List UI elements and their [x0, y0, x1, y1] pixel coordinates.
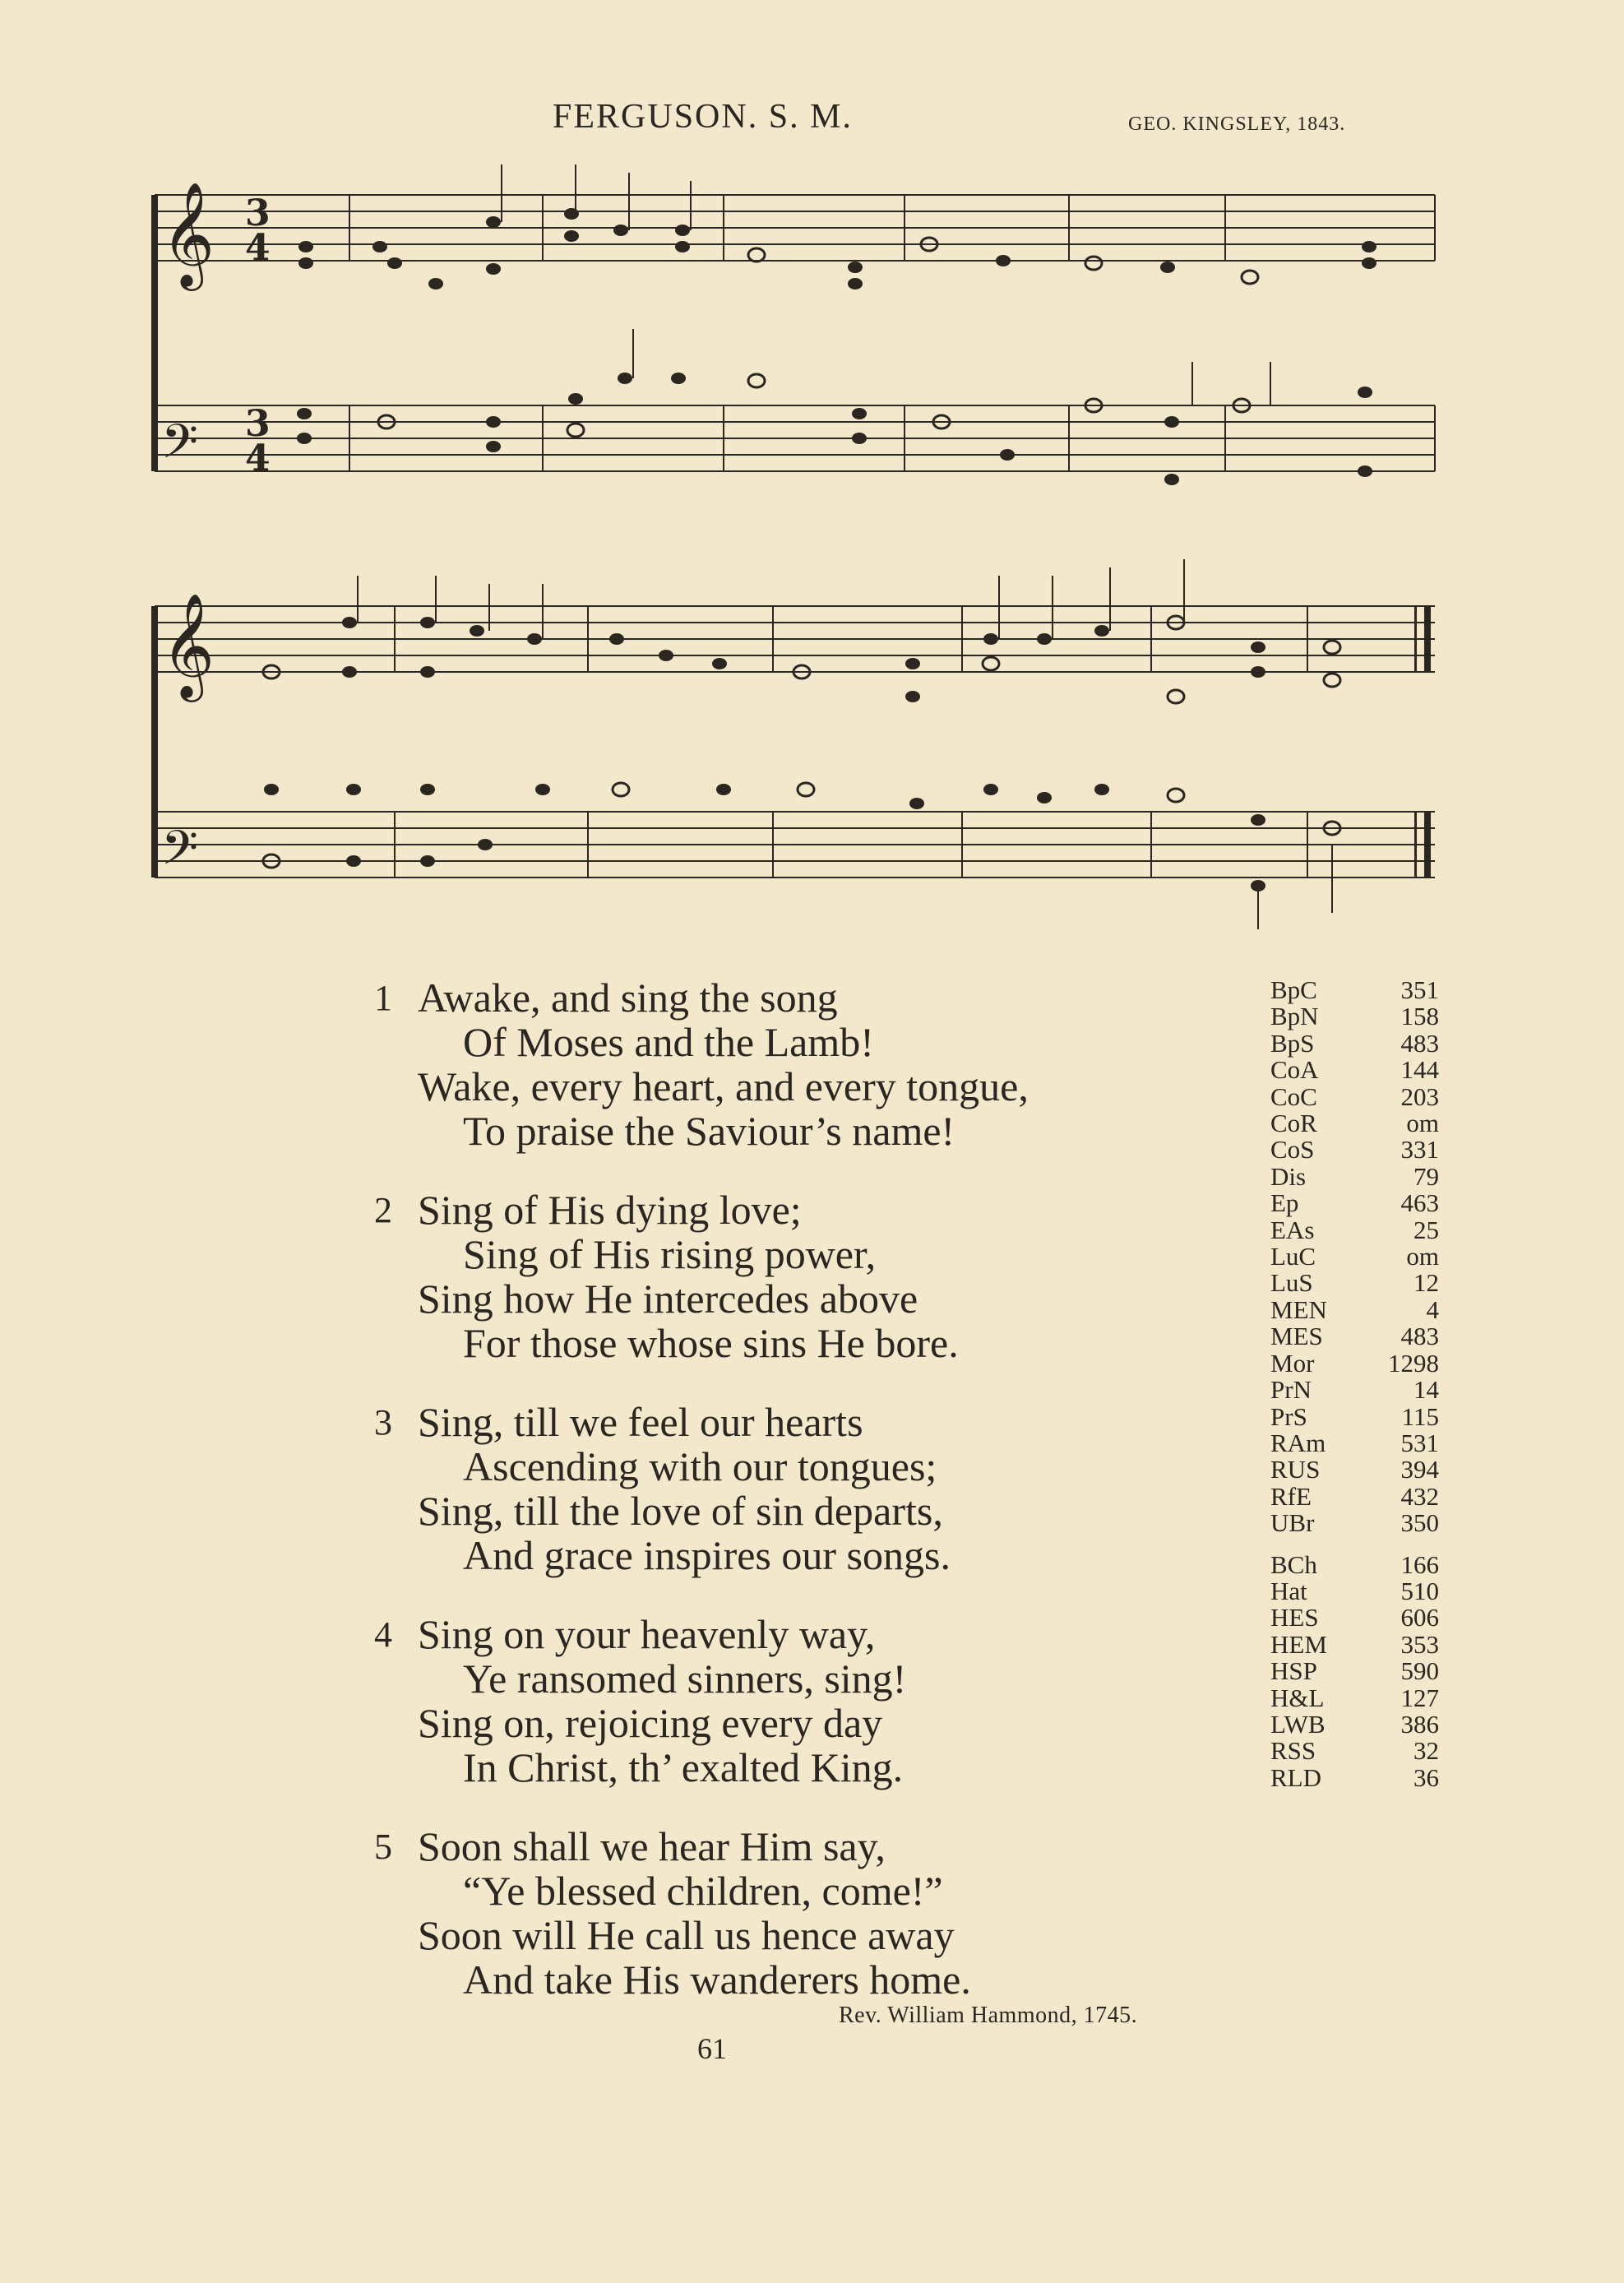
- reference-code: CoC: [1270, 1081, 1317, 1111]
- reference-code: CoR: [1270, 1109, 1317, 1138]
- reference-code: RAm: [1270, 1428, 1326, 1457]
- reference-row: [1270, 1243, 1439, 1270]
- reference-group-gap: [1270, 1537, 1439, 1552]
- reference-code: BCh: [1270, 1549, 1317, 1579]
- reference-value: 158: [1400, 1002, 1439, 1031]
- reference-value: 79: [1413, 1161, 1439, 1191]
- reference-code: HSP: [1270, 1656, 1317, 1686]
- system-brackets: [151, 195, 158, 878]
- reference-row: [1270, 1762, 1439, 1792]
- composer-credit: GEO. KINGSLEY, 1843.: [1128, 113, 1346, 135]
- reference-row: [1270, 1190, 1439, 1216]
- verse-number: 1: [374, 978, 392, 1018]
- reference-row: [1270, 1401, 1439, 1431]
- reference-code: RUS: [1270, 1455, 1321, 1484]
- reference-code: PrS: [1270, 1401, 1307, 1431]
- reference-value: 432: [1400, 1481, 1439, 1511]
- reference-code: H&L: [1270, 1683, 1325, 1712]
- reference-value: 463: [1400, 1188, 1439, 1218]
- reference-row: [1270, 1456, 1439, 1483]
- reference-code: HES: [1270, 1603, 1319, 1632]
- reference-row: [1270, 1481, 1439, 1511]
- final-barlines: [1414, 606, 1431, 878]
- system-2-bass-staff: [155, 812, 1435, 878]
- reference-code: HEM: [1270, 1629, 1327, 1659]
- reference-value: 606: [1400, 1603, 1439, 1632]
- reference-code: CoA: [1270, 1055, 1319, 1085]
- reference-value: 115: [1401, 1401, 1439, 1431]
- reference-code: MEN: [1270, 1294, 1327, 1324]
- author-credit: Rev. William Hammond, 1745.: [839, 2003, 1138, 2028]
- treble-clef-icon: 𝄞: [161, 592, 215, 697]
- reference-code: EAs: [1270, 1215, 1315, 1244]
- reference-value: 1298: [1388, 1348, 1439, 1378]
- reference-row: [1270, 1629, 1439, 1659]
- bass-clef-icon: 𝄢: [161, 820, 199, 887]
- reference-row: [1270, 1510, 1439, 1536]
- reference-row: [1270, 1217, 1439, 1243]
- reference-value: 351: [1400, 975, 1439, 1004]
- reference-code: Hat: [1270, 1576, 1307, 1605]
- reference-row: [1270, 1578, 1439, 1605]
- reference-row: [1270, 1003, 1439, 1030]
- reference-group-b: [1270, 1549, 1439, 1792]
- reference-value: om: [1406, 1109, 1439, 1138]
- reference-code: MES: [1270, 1322, 1323, 1351]
- verse-number: 2: [374, 1190, 392, 1230]
- reference-code: RLD: [1270, 1762, 1321, 1792]
- verse-line: Soon will He call us hence away: [418, 1912, 955, 1958]
- reference-value: 510: [1400, 1576, 1439, 1605]
- reference-row: [1270, 1110, 1439, 1137]
- reference-code: BpC: [1270, 975, 1317, 1004]
- reference-value: 483: [1400, 1322, 1439, 1351]
- reference-value: 386: [1400, 1709, 1439, 1739]
- verse-line: Sing of His rising power,: [463, 1231, 877, 1277]
- reference-value: 331: [1400, 1135, 1439, 1165]
- reference-row: [1270, 1658, 1439, 1684]
- reference-code: LWB: [1270, 1709, 1326, 1739]
- reference-code: RfE: [1270, 1481, 1312, 1511]
- reference-code: BpN: [1270, 1002, 1319, 1031]
- reference-code: LuS: [1270, 1268, 1313, 1298]
- reference-value: 36: [1413, 1762, 1439, 1792]
- reference-value: 350: [1400, 1508, 1439, 1538]
- reference-code: RSS: [1270, 1736, 1316, 1766]
- page-number: 61: [697, 2032, 727, 2065]
- svg-text:4: 4: [245, 438, 271, 479]
- reference-value: 25: [1413, 1215, 1439, 1244]
- system-1-treble-staff: [155, 195, 1435, 261]
- reference-value: 203: [1400, 1081, 1439, 1111]
- reference-value: 144: [1400, 1055, 1439, 1085]
- verse-line: In Christ, th’ exalted King.: [463, 1744, 904, 1790]
- note-stems: [358, 164, 1332, 929]
- reference-row: [1270, 977, 1439, 1003]
- reference-value: 394: [1400, 1455, 1439, 1484]
- reference-value: 127: [1400, 1683, 1439, 1712]
- reference-value: 12: [1413, 1268, 1439, 1298]
- reference-code: Dis: [1270, 1161, 1307, 1191]
- reference-row: [1270, 1430, 1439, 1456]
- verse-line: Sing of His dying love;: [418, 1187, 802, 1233]
- reference-row: [1270, 1294, 1439, 1324]
- reference-code: UBr: [1270, 1508, 1315, 1538]
- verse-line: Ascending with our tongues;: [463, 1443, 937, 1489]
- reference-code: BpS: [1270, 1028, 1315, 1058]
- verse-line: Sing on your heavenly way,: [418, 1611, 876, 1657]
- bar-lines: [349, 195, 1435, 878]
- bass-clef-icon: 𝄢: [161, 414, 199, 481]
- reference-code: CoS: [1270, 1135, 1315, 1165]
- svg-text:4: 4: [245, 227, 271, 269]
- verse-line: And grace inspires our songs.: [463, 1532, 951, 1578]
- reference-row: [1270, 1549, 1439, 1579]
- treble-clef-icon: 𝄞: [161, 181, 215, 286]
- clefs: [161, 181, 215, 887]
- system-2-treble-staff: [155, 606, 1435, 672]
- verse-number: 3: [374, 1402, 392, 1443]
- reference-code: LuC: [1270, 1242, 1316, 1271]
- reference-row: [1270, 1738, 1439, 1764]
- hymn-title: FERGUSON. S. M.: [553, 98, 853, 136]
- verse-line: Sing, till we feel our hearts: [418, 1399, 863, 1445]
- reference-value: om: [1406, 1242, 1439, 1271]
- reference-row: [1270, 1711, 1439, 1738]
- verse-line: Awake, and sing the song: [418, 975, 838, 1021]
- time-signatures: [245, 192, 271, 479]
- reference-value: 483: [1400, 1028, 1439, 1058]
- verse-line: Sing on, rejoicing every day: [418, 1700, 883, 1746]
- reference-value: 590: [1400, 1656, 1439, 1686]
- verse-line: To praise the Saviour’s name!: [463, 1108, 955, 1154]
- verse-line: Sing how He intercedes above: [418, 1276, 918, 1322]
- reference-group-a: [1270, 977, 1439, 1537]
- reference-value: 353: [1400, 1629, 1439, 1659]
- reference-row: [1270, 1057, 1439, 1083]
- verse-line: Sing, till the love of sin departs,: [418, 1488, 943, 1534]
- verse-line: Ye ransomed sinners, sing!: [463, 1656, 907, 1702]
- system-1-bass-staff: [155, 405, 1435, 471]
- reference-row: [1270, 1161, 1439, 1191]
- verse-line: And take His wanderers home.: [463, 1957, 971, 2003]
- reference-row: [1270, 1350, 1439, 1377]
- reference-row: [1270, 1323, 1439, 1350]
- reference-code: Ep: [1270, 1188, 1299, 1218]
- verse-line: Of Moses and the Lamb!: [463, 1019, 874, 1065]
- verse-line: For those whose sins He bore.: [463, 1320, 959, 1366]
- reference-value: 531: [1400, 1428, 1439, 1457]
- verse-number: 5: [374, 1827, 392, 1867]
- reference-code: Mor: [1270, 1348, 1315, 1378]
- reference-row: [1270, 1137, 1439, 1163]
- reference-row: [1270, 1685, 1439, 1711]
- reference-row: [1270, 1030, 1439, 1057]
- reference-value: 14: [1413, 1375, 1439, 1405]
- verse-line: Wake, every heart, and every tongue,: [418, 1063, 1029, 1109]
- reference-row: [1270, 1377, 1439, 1403]
- reference-row: [1270, 1605, 1439, 1631]
- reference-row: [1270, 1081, 1439, 1111]
- reference-value: 4: [1426, 1294, 1439, 1324]
- verse-line: “Ye blessed children, come!”: [463, 1868, 943, 1914]
- reference-row: [1270, 1270, 1439, 1296]
- music-score: [0, 0, 1624, 946]
- reference-code: PrN: [1270, 1375, 1312, 1405]
- hymnal-reference-table: [1270, 977, 1439, 1791]
- verse-number: 4: [374, 1614, 392, 1655]
- reference-value: 32: [1413, 1736, 1439, 1766]
- svg-text:3: 3: [245, 192, 271, 234]
- note-heads: [263, 208, 1376, 891]
- reference-value: 166: [1400, 1549, 1439, 1579]
- verse-line: Soon shall we hear Him say,: [418, 1823, 886, 1869]
- svg-text:3: 3: [245, 403, 271, 445]
